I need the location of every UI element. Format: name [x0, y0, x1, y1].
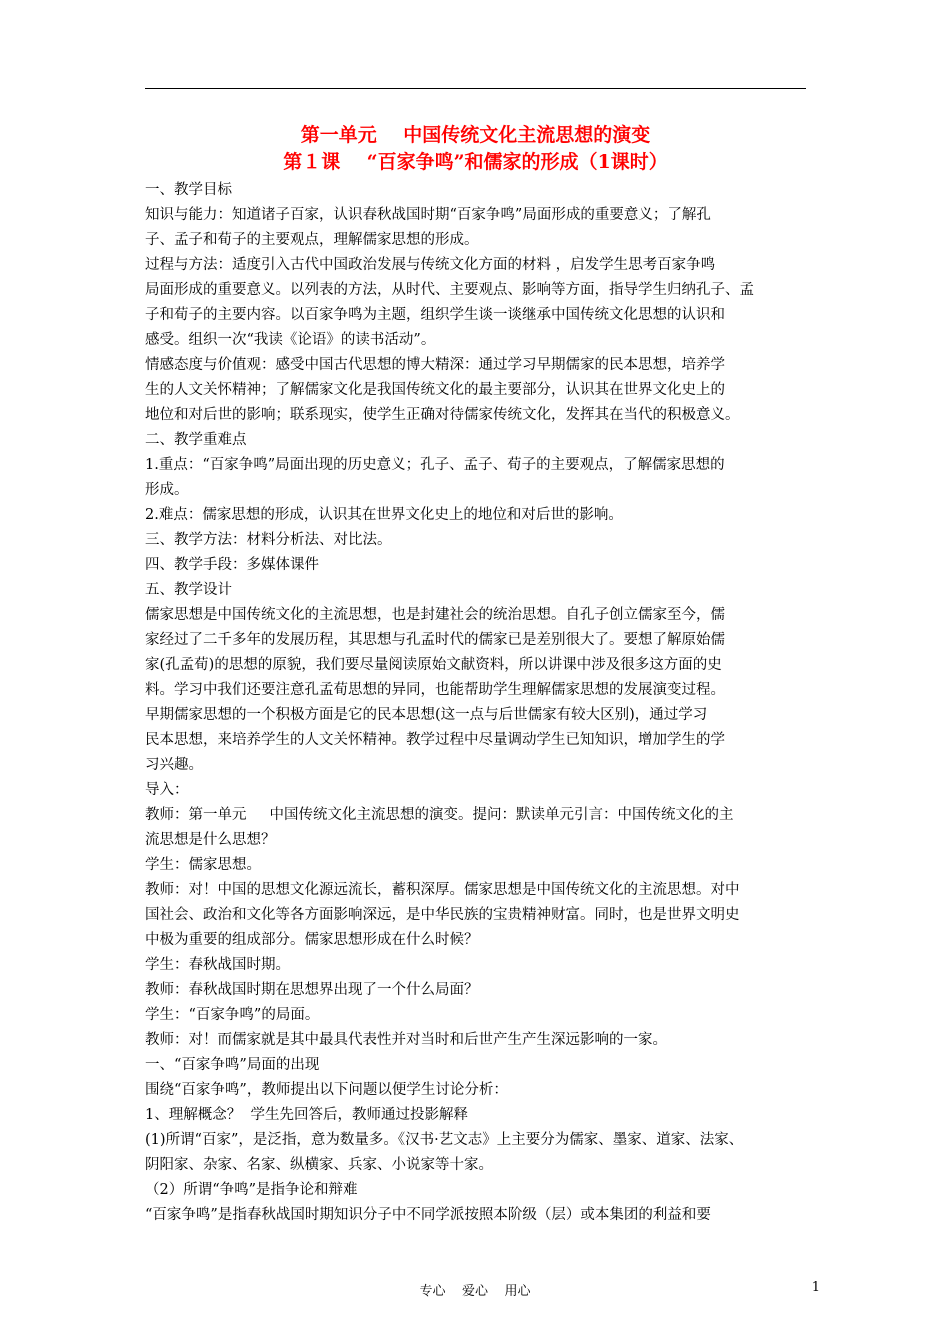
text-line: 导入：	[145, 782, 189, 798]
header-rule	[145, 88, 806, 89]
text-line: 围绕“百家争鸣”，教师提出以下问题以便学生讨论分析：	[145, 1082, 508, 1098]
text-line: 儒家思想是中国传统文化的主流思想，也是封建社会的统治思想。自孔子创立儒家至今，儒	[145, 607, 725, 623]
text-line: 地位和对后世的影响；联系现实，使学生正确对待儒家传统文化，发挥其在当代的积极意义。	[145, 407, 740, 423]
text-line: 早期儒家思想的一个积极方面是它的民本思想(这一点与后世儒家有较大区别)，通过学习	[145, 707, 708, 723]
text-line: “百家争鸣”是指春秋战国时期知识分子中不同学派按照本阶级（层）或本集团的利益和要	[145, 1207, 711, 1223]
page-number: 1	[811, 1280, 820, 1295]
text-line: 料。学习中我们还要注意孔孟荀思想的异同，也能帮助学生理解儒家思想的发展演变过程。	[145, 682, 725, 698]
text-line: (1)所谓“百家”，是泛指，意为数量多。《汉书·艺文志》上主要分为儒家、墨家、道家、法家、	[145, 1132, 744, 1148]
text-line: 一、教学目标	[145, 182, 232, 198]
text-line: 五、教学设计	[145, 582, 232, 598]
text-line: 生的人文关怀精神；了解儒家文化是我国传统文化的最主要部分，认识其在世界文化史上的	[145, 382, 725, 398]
text-line: 1.重点：“百家争鸣”局面出现的历史意义；孔子、孟子、荀子的主要观点，了解儒家思想的	[145, 457, 725, 473]
text-line: 教师：对！而儒家就是其中最具代表性并对当时和后世产生产生深远影响的一家。	[145, 1032, 667, 1048]
document-body	[145, 178, 810, 1228]
text-line: 流思想是什么思想？	[145, 832, 276, 848]
text-line: 感受。组织一次“我读《论语》的读书活动”。	[145, 332, 436, 348]
text-line: 子、孟子和荀子的主要观点，理解儒家思想的形成。	[145, 232, 479, 248]
text-line: 过程与方法：适度引入古代中国政治发展与传统文化方面的材料 ，启发学生思考百家争鸣	[145, 257, 716, 273]
text-line: 学生：“百家争鸣”的局面。	[145, 1007, 320, 1023]
lesson-title: 第１课 “百家争鸣”和儒家的形成（1课时）	[283, 151, 668, 173]
text-line: 国社会、政治和文化等各方面影响深远，是中华民族的宝贵精神财富。同时，也是世界文明史	[145, 907, 740, 923]
text-line: 家经过了二千多年的发展历程，其思想与孔孟时代的儒家已是差别很大了。要想了解原始儒	[145, 632, 725, 648]
text-line: 教师：春秋战国时期在思想界出现了一个什么局面？	[145, 982, 479, 998]
text-line: 局面形成的重要意义。以列表的方法，从时代、主要观点、影响等方面，指导学生归纳孔子、孟	[145, 282, 754, 298]
text-line: 二、教学重难点	[145, 432, 247, 448]
text-line: 阴阳家、杂家、名家、纵横家、兵家、小说家等十家。	[145, 1157, 493, 1173]
text-line: 知识与能力：知道诸子百家，认识春秋战国时期“百家争鸣”局面形成的重要意义；了解孔	[145, 207, 711, 223]
unit-title: 第一单元 中国传统文化主流思想的演变	[300, 124, 651, 146]
text-line: 四、教学手段：多媒体课件	[145, 557, 319, 573]
text-line: 2.难点：儒家思想的形成，认识其在世界文化史上的地位和对后世的影响。	[145, 507, 623, 523]
text-line: 学生：春秋战国时期。	[145, 957, 290, 973]
text-line: （2）所谓“争鸣”是指争论和辩难	[145, 1182, 358, 1198]
footer-motto: 专心 爱心 用心	[419, 1284, 531, 1299]
text-line: 家(孔孟荀)的思想的原貌，我们要尽量阅读原始文献资料，所以讲课中涉及很多这方面的史	[145, 657, 722, 673]
text-line: 教师：第一单元 中国传统文化主流思想的演变。提问：默读单元引言：中国传统文化的主	[145, 807, 734, 823]
text-line: 三、教学方法：材料分析法、对比法。	[145, 532, 392, 548]
text-line: 子和荀子的主要内容。以百家争鸣为主题，组织学生谈一谈继承中国传统文化思想的认识和	[145, 307, 725, 323]
title-block	[145, 122, 806, 176]
text-line: 中极为重要的组成部分。儒家思想形成在什么时候？	[145, 932, 479, 948]
text-line: 一、“百家争鸣”局面的出现	[145, 1057, 320, 1073]
text-line: 情感态度与价值观：感受中国古代思想的博大精深：通过学习早期儒家的民本思想，培养学	[145, 357, 725, 373]
text-line: 形成。	[145, 482, 189, 498]
text-line: 教师：对！中国的思想文化源远流长，蓄积深厚。儒家思想是中国传统文化的主流思想。对中	[145, 882, 740, 898]
text-line: 习兴趣。	[145, 757, 203, 773]
text-line: 民本思想，来培养学生的人文关怀精神。教学过程中尽量调动学生已知知识，增加学生的学	[145, 732, 725, 748]
text-line: 1、理解概念？ 学生先回答后，教师通过投影解释	[145, 1107, 468, 1123]
text-line: 学生：儒家思想。	[145, 857, 261, 873]
